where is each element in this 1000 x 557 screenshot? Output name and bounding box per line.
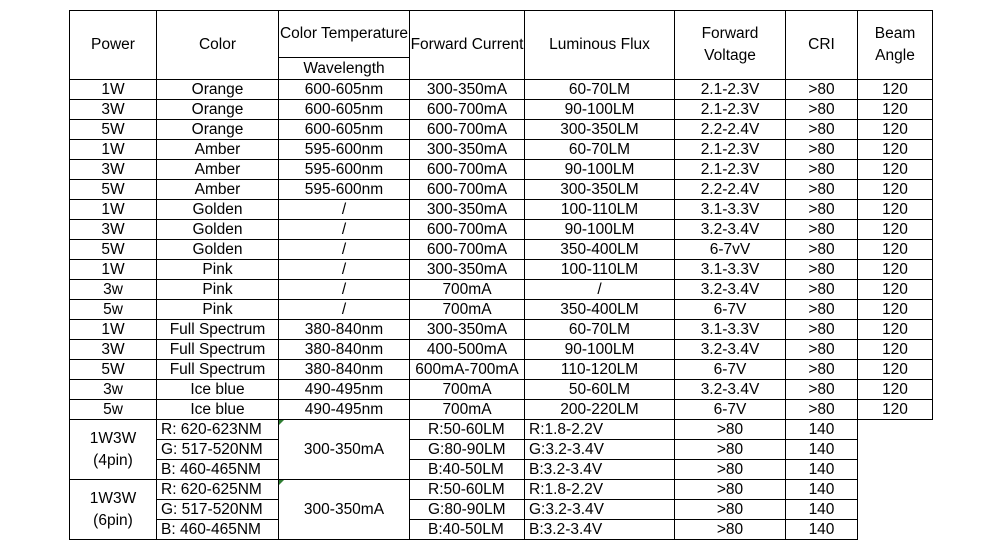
header-color: Color — [157, 11, 279, 80]
rgb-forward-voltage-cell: R:1.8-2.2V — [525, 420, 675, 440]
color-temperature-cell: 595-600nm — [279, 140, 410, 160]
table-row — [70, 80, 933, 100]
color-cell: Pink — [157, 300, 279, 320]
table-row — [70, 240, 933, 260]
beam-angle-cell: 120 — [858, 220, 933, 240]
rgb-cri-cell: >80 — [675, 500, 786, 520]
luminous-flux-cell: 100-110LM — [525, 260, 675, 280]
power-cell: 3W — [70, 160, 157, 180]
table-row — [70, 380, 933, 400]
color-cell: Ice blue — [157, 400, 279, 420]
color-cell: Orange — [157, 100, 279, 120]
forward-current-cell: 400-500mA — [410, 340, 525, 360]
rgb-forward-voltage-cell: B:3.2-3.4V — [525, 520, 675, 540]
power-cell: 1W — [70, 80, 157, 100]
cri-cell: >80 — [786, 340, 858, 360]
color-temperature-cell: / — [279, 220, 410, 240]
power-cell: 5W — [70, 180, 157, 200]
forward-voltage-cell: 3.2-3.4V — [675, 380, 786, 400]
rgb-table-row — [70, 500, 933, 520]
power-cell: 1W — [70, 260, 157, 280]
cell-corner-marker — [279, 480, 284, 485]
cri-cell: >80 — [786, 100, 858, 120]
rgb-luminous-flux-cell: B:40-50LM — [410, 520, 525, 540]
forward-current-cell: 600-700mA — [410, 120, 525, 140]
rgb-forward-voltage-cell: G:3.2-3.4V — [525, 500, 675, 520]
forward-current-cell: 300-350mA — [410, 260, 525, 280]
power-cell: 5W — [70, 240, 157, 260]
rgb-beam-angle-cell: 140 — [786, 440, 858, 460]
forward-current-cell: 600-700mA — [410, 240, 525, 260]
table-row — [70, 280, 933, 300]
color-cell: Golden — [157, 220, 279, 240]
rgb-pin-label: (4pin) — [93, 451, 133, 469]
rgb-luminous-flux-cell: G:80-90LM — [410, 440, 525, 460]
color-temperature-cell: 595-600nm — [279, 160, 410, 180]
header-forward-voltage: Forward Voltage — [675, 11, 786, 80]
rgb-wavelength-cell: B: 460-465NM — [157, 460, 279, 480]
forward-voltage-cell: 3.1-3.3V — [675, 320, 786, 340]
rgb-cri-cell: >80 — [675, 440, 786, 460]
rgb-pin-label: (6pin) — [93, 511, 133, 529]
color-temperature-cell: / — [279, 260, 410, 280]
luminous-flux-cell: 350-400LM — [525, 240, 675, 260]
rgb-forward-voltage-cell: R:1.8-2.2V — [525, 480, 675, 500]
color-temperature-cell: / — [279, 200, 410, 220]
table-row — [70, 360, 933, 380]
rgb-luminous-flux-cell: R:50-60LM — [410, 480, 525, 500]
forward-current-cell: 600-700mA — [410, 100, 525, 120]
rgb-beam-angle-cell: 140 — [786, 480, 858, 500]
beam-angle-cell: 120 — [858, 400, 933, 420]
luminous-flux-cell: 300-350LM — [525, 120, 675, 140]
rgb-wavelength-cell: R: 620-623NM — [157, 420, 279, 440]
cell-corner-marker — [279, 420, 284, 425]
header-beam-angle: Beam Angle — [858, 11, 933, 80]
cri-cell: >80 — [786, 260, 858, 280]
forward-voltage-cell: 3.2-3.4V — [675, 220, 786, 240]
rgb-beam-angle-cell: 140 — [786, 500, 858, 520]
luminous-flux-cell: 200-220LM — [525, 400, 675, 420]
table-row — [70, 220, 933, 240]
forward-voltage-cell: 2.2-2.4V — [675, 180, 786, 200]
rgb-wavelength-cell: R: 620-625NM — [157, 480, 279, 500]
power-cell: 3W — [70, 220, 157, 240]
beam-angle-cell: 120 — [858, 140, 933, 160]
color-cell: Amber — [157, 140, 279, 160]
rgb-wavelength-cell: B: 460-465NM — [157, 520, 279, 540]
forward-current-cell: 600-700mA — [410, 160, 525, 180]
rgb-luminous-flux-cell: G:80-90LM — [410, 500, 525, 520]
rgb-cri-cell: >80 — [675, 460, 786, 480]
power-cell: 3W — [70, 340, 157, 360]
cri-cell: >80 — [786, 380, 858, 400]
cri-cell: >80 — [786, 180, 858, 200]
color-cell: Full Spectrum — [157, 340, 279, 360]
cri-cell: >80 — [786, 360, 858, 380]
power-cell: 5W — [70, 360, 157, 380]
beam-angle-cell: 120 — [858, 320, 933, 340]
rgb-wavelength-cell: G: 517-520NM — [157, 500, 279, 520]
beam-angle-cell: 120 — [858, 120, 933, 140]
cri-cell: >80 — [786, 120, 858, 140]
forward-current-cell: 300-350mA — [410, 140, 525, 160]
beam-angle-cell: 120 — [858, 280, 933, 300]
rgb-table-row — [70, 520, 933, 540]
power-cell: 1W — [70, 320, 157, 340]
beam-angle-cell: 120 — [858, 160, 933, 180]
beam-angle-cell: 120 — [858, 360, 933, 380]
led-spec-table — [69, 10, 933, 540]
color-cell: Ice blue — [157, 380, 279, 400]
table-row — [70, 320, 933, 340]
color-temperature-cell: 600-605nm — [279, 120, 410, 140]
color-cell: Amber — [157, 180, 279, 200]
rgb-forward-current-cell: 300-350mA — [279, 480, 410, 540]
cri-cell: >80 — [786, 80, 858, 100]
color-cell: Amber — [157, 160, 279, 180]
table-row — [70, 140, 933, 160]
rgb-power-label: 1W3W — [89, 429, 137, 447]
color-temperature-cell: / — [279, 300, 410, 320]
luminous-flux-cell: 300-350LM — [525, 180, 675, 200]
color-temperature-cell: / — [279, 240, 410, 260]
beam-angle-cell: 120 — [858, 180, 933, 200]
beam-angle-cell: 120 — [858, 300, 933, 320]
cri-cell: >80 — [786, 320, 858, 340]
forward-voltage-cell: 6-7V — [675, 400, 786, 420]
color-cell: Golden — [157, 240, 279, 260]
rgb-table-row — [70, 460, 933, 480]
forward-voltage-cell: 2.1-2.3V — [675, 100, 786, 120]
rgb-forward-voltage-cell: B:3.2-3.4V — [525, 460, 675, 480]
table-row — [70, 340, 933, 360]
forward-current-cell: 600-700mA — [410, 220, 525, 240]
forward-current-cell: 700mA — [410, 400, 525, 420]
table-row — [70, 160, 933, 180]
rgb-table-row — [70, 480, 933, 500]
luminous-flux-cell: 60-70LM — [525, 80, 675, 100]
forward-current-cell: 300-350mA — [410, 200, 525, 220]
rgb-cri-cell: >80 — [675, 520, 786, 540]
cri-cell: >80 — [786, 200, 858, 220]
color-cell: Orange — [157, 120, 279, 140]
forward-voltage-cell: 3.1-3.3V — [675, 260, 786, 280]
power-cell: 3w — [70, 280, 157, 300]
rgb-forward-current-cell: 300-350mA — [279, 420, 410, 480]
forward-voltage-cell: 3.1-3.3V — [675, 200, 786, 220]
cri-cell: >80 — [786, 400, 858, 420]
luminous-flux-cell: 90-100LM — [525, 220, 675, 240]
beam-angle-cell: 120 — [858, 260, 933, 280]
forward-voltage-cell: 2.1-2.3V — [675, 80, 786, 100]
rgb-power-label: 1W3W — [89, 489, 137, 507]
luminous-flux-cell: 90-100LM — [525, 340, 675, 360]
color-temperature-cell: 595-600nm — [279, 180, 410, 200]
rgb-power-cell — [70, 480, 157, 540]
power-cell: 1W — [70, 200, 157, 220]
rgb-beam-angle-cell: 140 — [786, 460, 858, 480]
color-cell: Full Spectrum — [157, 360, 279, 380]
color-temperature-cell: 600-605nm — [279, 100, 410, 120]
luminous-flux-cell: 60-70LM — [525, 140, 675, 160]
color-temperature-cell: 490-495nm — [279, 400, 410, 420]
forward-voltage-cell: 6-7vV — [675, 240, 786, 260]
color-temperature-cell: 490-495nm — [279, 380, 410, 400]
header-forward-current: Forward Current — [410, 11, 525, 80]
rgb-forward-voltage-cell: G:3.2-3.4V — [525, 440, 675, 460]
color-cell: Golden — [157, 200, 279, 220]
forward-current-cell: 300-350mA — [410, 80, 525, 100]
luminous-flux-cell: 110-120LM — [525, 360, 675, 380]
cri-cell: >80 — [786, 140, 858, 160]
luminous-flux-cell: 90-100LM — [525, 100, 675, 120]
power-cell: 3w — [70, 380, 157, 400]
luminous-flux-cell: / — [525, 280, 675, 300]
forward-current-cell: 700mA — [410, 300, 525, 320]
header-power: Power — [70, 11, 157, 80]
header-cri: CRI — [786, 11, 858, 80]
header-luminous-flux: Luminous Flux — [525, 11, 675, 80]
beam-angle-cell: 120 — [858, 340, 933, 360]
luminous-flux-cell: 50-60LM — [525, 380, 675, 400]
color-temperature-cell: / — [279, 280, 410, 300]
forward-voltage-cell: 2.1-2.3V — [675, 160, 786, 180]
rgb-cri-cell: >80 — [675, 480, 786, 500]
luminous-flux-cell: 350-400LM — [525, 300, 675, 320]
table-row — [70, 100, 933, 120]
table-row — [70, 260, 933, 280]
luminous-flux-cell: 90-100LM — [525, 160, 675, 180]
power-cell: 1W — [70, 140, 157, 160]
forward-current-cell: 700mA — [410, 380, 525, 400]
forward-current-cell: 300-350mA — [410, 320, 525, 340]
luminous-flux-cell: 60-70LM — [525, 320, 675, 340]
forward-voltage-cell: 3.2-3.4V — [675, 280, 786, 300]
color-temperature-cell: 380-840nm — [279, 340, 410, 360]
power-cell: 5w — [70, 300, 157, 320]
color-cell: Full Spectrum — [157, 320, 279, 340]
rgb-wavelength-cell: G: 517-520NM — [157, 440, 279, 460]
rgb-luminous-flux-cell: B:40-50LM — [410, 460, 525, 480]
header-wavelength: Wavelength — [279, 58, 410, 80]
forward-current-cell: 600-700mA — [410, 180, 525, 200]
beam-angle-cell: 120 — [858, 200, 933, 220]
power-cell: 5W — [70, 120, 157, 140]
cri-cell: >80 — [786, 240, 858, 260]
rgb-luminous-flux-cell: R:50-60LM — [410, 420, 525, 440]
beam-angle-cell: 120 — [858, 240, 933, 260]
forward-voltage-cell: 2.1-2.3V — [675, 140, 786, 160]
power-cell: 5w — [70, 400, 157, 420]
rgb-beam-angle-cell: 140 — [786, 420, 858, 440]
table-row — [70, 180, 933, 200]
color-temperature-cell: 380-840nm — [279, 320, 410, 340]
rgb-power-cell — [70, 420, 157, 480]
rgb-beam-angle-cell: 140 — [786, 520, 858, 540]
luminous-flux-cell: 100-110LM — [525, 200, 675, 220]
table-row — [70, 200, 933, 220]
cri-cell: >80 — [786, 220, 858, 240]
color-temperature-cell: 380-840nm — [279, 360, 410, 380]
beam-angle-cell: 120 — [858, 100, 933, 120]
color-cell: Pink — [157, 260, 279, 280]
table-row — [70, 400, 933, 420]
color-temperature-cell: 600-605nm — [279, 80, 410, 100]
rgb-table-row — [70, 440, 933, 460]
rgb-cri-cell: >80 — [675, 420, 786, 440]
cri-cell: >80 — [786, 160, 858, 180]
color-cell: Orange — [157, 80, 279, 100]
forward-voltage-cell: 2.2-2.4V — [675, 120, 786, 140]
forward-current-cell: 600mA-700mA — [410, 360, 525, 380]
table-row — [70, 300, 933, 320]
beam-angle-cell: 120 — [858, 380, 933, 400]
cri-cell: >80 — [786, 280, 858, 300]
forward-current-cell: 700mA — [410, 280, 525, 300]
table-row — [70, 120, 933, 140]
forward-voltage-cell: 6-7V — [675, 360, 786, 380]
table-body — [70, 80, 933, 540]
forward-voltage-cell: 3.2-3.4V — [675, 340, 786, 360]
forward-voltage-cell: 6-7V — [675, 300, 786, 320]
header-color-temperature: Color Temperature — [279, 11, 410, 58]
cri-cell: >80 — [786, 300, 858, 320]
beam-angle-cell: 120 — [858, 80, 933, 100]
color-cell: Pink — [157, 280, 279, 300]
rgb-table-row — [70, 420, 933, 440]
power-cell: 3W — [70, 100, 157, 120]
